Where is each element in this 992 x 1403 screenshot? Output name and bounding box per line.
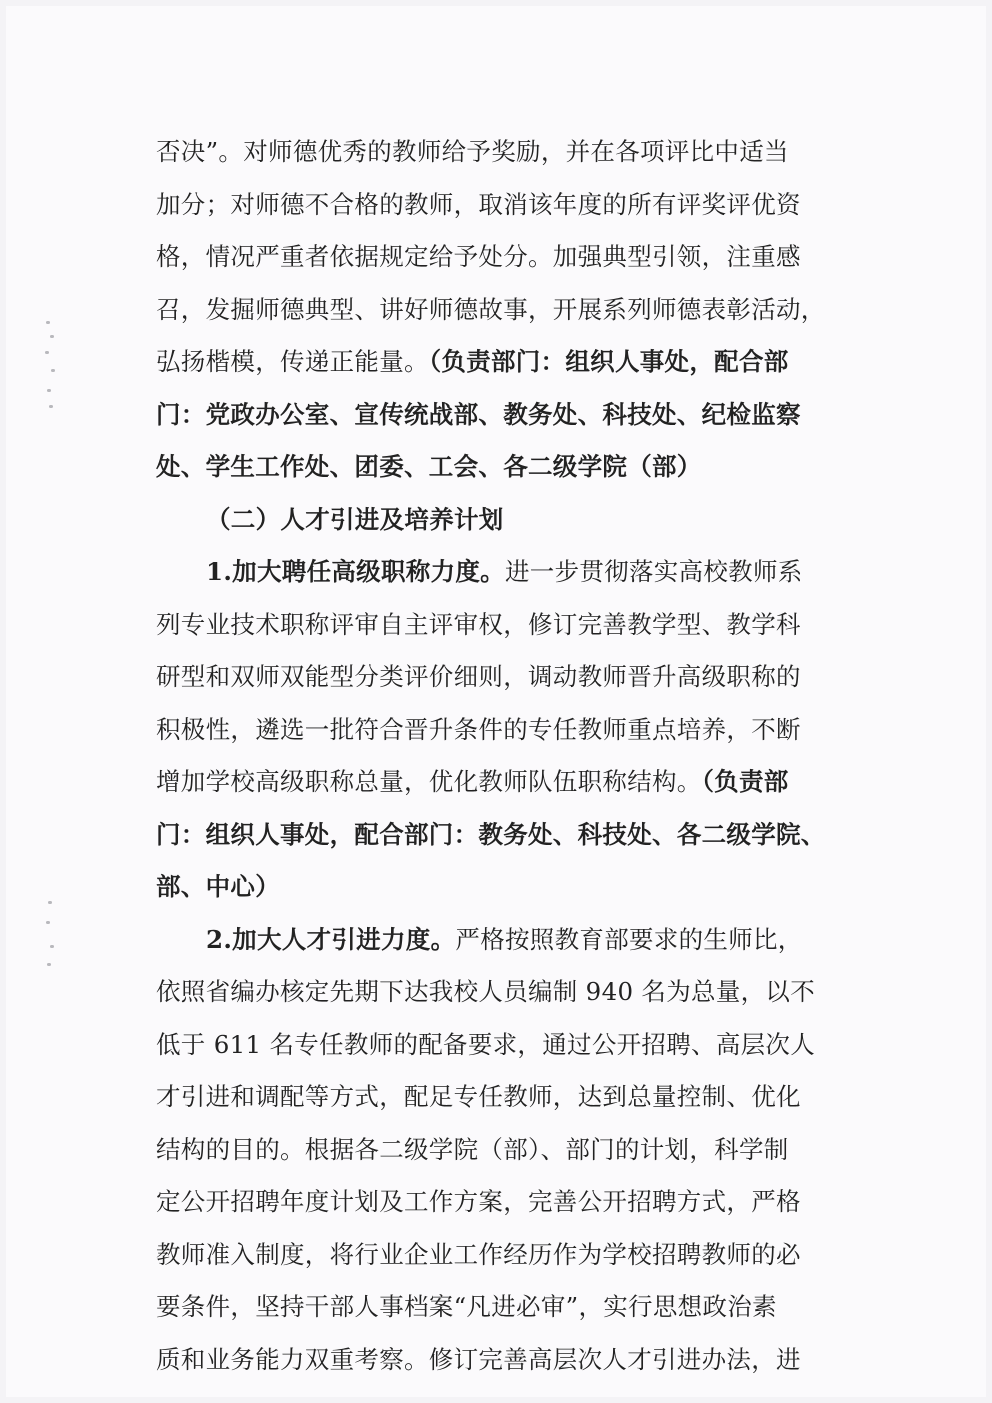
text-line bbox=[156, 389, 801, 441]
binding-holes-top bbox=[44, 321, 58, 411]
text-line bbox=[156, 1281, 777, 1333]
text-segment: 列专业技术职称评审自主评审权，修订完善教学型、教学科 bbox=[156, 609, 801, 639]
text-line bbox=[156, 336, 789, 388]
text-line bbox=[156, 704, 801, 756]
text-segment: 要条件，坚持干部人事档案“凡进必审”，实行思想政治素 bbox=[156, 1292, 777, 1321]
text-segment: 质和业务能力双重考察。修订完善高层次人才引进办法，进 bbox=[156, 1344, 801, 1374]
text-segment: 召，发掘师德典型、讲好师德故事，开展系列师德表彰活动， bbox=[156, 294, 826, 324]
text-line bbox=[156, 284, 826, 336]
text-line bbox=[156, 1229, 801, 1281]
text-line bbox=[156, 651, 801, 703]
bold-text-segment: （负责部门：组织人事处，配合部 bbox=[428, 347, 789, 376]
text-line bbox=[156, 546, 803, 598]
bold-text-segment: （负责部 bbox=[701, 767, 789, 796]
text-line bbox=[156, 1334, 801, 1386]
text-segment: 依照省编办核定先期下达我校人员编制 940 名为总量，以不 bbox=[156, 977, 816, 1006]
text-segment: 加分；对师德不合格的教师，取消该年度的所有评奖评优资 bbox=[156, 189, 801, 219]
text-line bbox=[156, 809, 826, 861]
text-line bbox=[156, 1019, 815, 1071]
document-page bbox=[6, 6, 986, 1397]
text-line bbox=[156, 494, 504, 546]
text-segment: 才引进和调配等方式，配足专任教师，达到总量控制、优化 bbox=[156, 1082, 801, 1111]
text-segment: 格，情况严重者依据规定给予处分。加强典型引领，注重感 bbox=[156, 242, 801, 271]
text-segment: 研型和双师双能型分类评价细则，调动教师晋升高级职称的 bbox=[156, 662, 801, 691]
text-segment: 弘扬楷模，传递正能量。 bbox=[156, 347, 429, 376]
bold-text-segment: 部、中心） bbox=[156, 872, 280, 901]
text-line bbox=[156, 441, 702, 493]
bold-text-segment: 1.加大聘任高级职称力度。 bbox=[206, 557, 505, 586]
bold-text-segment: 处、学生工作处、团委、工会、各二级学院（部） bbox=[156, 452, 702, 481]
text-segment: 积极性，遴选一批符合晋升条件的专任教师重点培养，不断 bbox=[156, 714, 801, 744]
text-line bbox=[156, 599, 801, 651]
text-segment: 结构的目的。根据各二级学院（部）、部门的计划，科学制 bbox=[156, 1134, 789, 1164]
binding-holes-bottom bbox=[44, 901, 58, 971]
text-line bbox=[156, 179, 801, 231]
text-line bbox=[156, 861, 280, 913]
text-segment: 增加学校高级职称总量，优化教师队伍职称结构。 bbox=[156, 767, 702, 796]
text-line bbox=[156, 1176, 801, 1228]
text-line bbox=[156, 756, 789, 808]
text-segment: 进一步贯彻落实高校教师系 bbox=[504, 557, 803, 586]
text-segment: 教师准入制度，将行业企业工作经历作为学校招聘教师的必 bbox=[156, 1239, 801, 1269]
bold-text-segment: （二）人才引进及培养计划 bbox=[206, 504, 504, 534]
text-line bbox=[156, 126, 789, 178]
bold-text-segment: 2.加大人才引进力度。 bbox=[206, 924, 456, 954]
text-segment: 低于 611 名专任教师的配备要求，通过公开招聘、高层次人 bbox=[156, 1029, 816, 1059]
text-segment: 严格按照教育部要求的生师比， bbox=[455, 924, 803, 954]
text-segment: 定公开招聘年度计划及工作方案，完善公开招聘方式，严格 bbox=[156, 1187, 801, 1216]
text-line bbox=[156, 966, 815, 1018]
text-segment: 否决”。对师德优秀的教师给予奖励，并在各项评比中适当 bbox=[156, 137, 789, 166]
text-line bbox=[156, 231, 801, 283]
bold-text-segment: 门：党政办公室、宣传统战部、教务处、科技处、纪检监察 bbox=[156, 399, 801, 429]
bold-text-segment: 门：组织人事处，配合部门：教务处、科技处、各二级学院、 bbox=[156, 819, 826, 849]
text-line bbox=[156, 914, 803, 966]
text-line bbox=[156, 1071, 801, 1123]
text-line bbox=[156, 1124, 789, 1176]
